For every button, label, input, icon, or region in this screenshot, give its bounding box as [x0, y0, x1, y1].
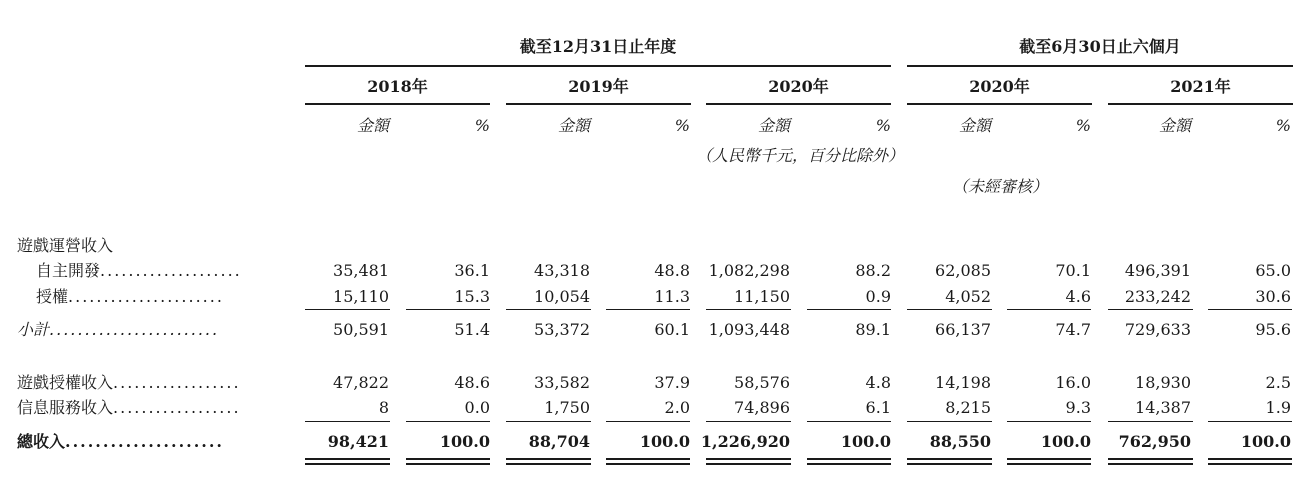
double-rule-total-top	[1007, 458, 1091, 460]
period-header-2021-half: 2021年	[1170, 77, 1231, 96]
rule-above-total	[807, 421, 891, 422]
period-rule-2019	[506, 103, 691, 105]
cell-self-developed-amount-2019: 43,318	[534, 261, 590, 280]
double-rule-total-bottom	[1007, 463, 1091, 465]
cell-info-service-revenue-pct-2020-year: 6.1	[865, 398, 891, 417]
col-pct-2019: %	[674, 116, 690, 135]
cell-game-licensing-revenue-pct-2020-half: 16.0	[1055, 373, 1091, 392]
col-pct-2021-half: %	[1275, 116, 1291, 135]
cell-total-revenue-pct-2020-year: 100.0	[840, 432, 891, 451]
group-header-six-months: 截至6月30日止六個月	[1019, 37, 1181, 56]
cell-total-revenue-amount-2019: 88,704	[528, 432, 590, 451]
rule-above-subtotal	[807, 309, 891, 310]
rule-above-subtotal	[506, 309, 591, 310]
cell-game-licensing-revenue-pct-2018: 48.6	[454, 373, 490, 392]
period-header-2020-year: 2020年	[768, 77, 829, 96]
row-label-total-revenue: 總收入.....................	[17, 432, 224, 451]
double-rule-total-top	[706, 458, 791, 460]
double-rule-total-bottom	[506, 463, 591, 465]
rule-above-subtotal	[1007, 309, 1091, 310]
cell-subtotal-pct-2018: 51.4	[454, 320, 490, 339]
cell-info-service-revenue-amount-2019: 1,750	[544, 398, 590, 417]
rule-above-subtotal	[406, 309, 490, 310]
cell-game-licensing-revenue-amount-2020-year: 58,576	[734, 373, 790, 392]
double-rule-total-top	[907, 458, 992, 460]
rule-above-subtotal	[907, 309, 992, 310]
cell-subtotal-pct-2019: 60.1	[654, 320, 690, 339]
cell-info-service-revenue-amount-2020-half: 8,215	[945, 398, 991, 417]
cell-total-revenue-pct-2020-half: 100.0	[1040, 432, 1091, 451]
row-label-game-licensing-revenue: 遊戲授權收入..................	[17, 373, 241, 392]
cell-self-developed-pct-2018: 36.1	[454, 261, 490, 280]
cell-subtotal-pct-2020-half: 74.7	[1055, 320, 1091, 339]
rule-above-total	[1208, 421, 1292, 422]
double-rule-total-top	[807, 458, 891, 460]
group-rule-half	[907, 65, 1293, 67]
period-rule-2020-half	[907, 103, 1092, 105]
cell-game-licensing-revenue-amount-2018: 47,822	[333, 373, 389, 392]
double-rule-total-top	[406, 458, 490, 460]
period-rule-2020-year	[706, 103, 891, 105]
double-rule-total-bottom	[706, 463, 791, 465]
rule-above-total	[907, 421, 992, 422]
cell-total-revenue-pct-2021-half: 100.0	[1240, 432, 1291, 451]
cell-licensed-amount-2019: 10,054	[534, 287, 590, 306]
rule-above-subtotal	[1108, 309, 1193, 310]
row-label-info-service-revenue: 信息服務收入..................	[17, 398, 241, 417]
cell-subtotal-amount-2020-year: 1,093,448	[708, 320, 790, 339]
period-rule-2018	[305, 103, 490, 105]
col-amount-2020-half: 金額	[958, 116, 991, 135]
cell-info-service-revenue-pct-2019: 2.0	[664, 398, 690, 417]
period-header-2018: 2018年	[367, 77, 428, 96]
cell-licensed-pct-2020-year: 0.9	[865, 287, 891, 306]
cell-licensed-pct-2019: 11.3	[654, 287, 690, 306]
rule-above-subtotal	[305, 309, 390, 310]
cell-total-revenue-amount-2018: 98,421	[327, 432, 389, 451]
cell-licensed-amount-2020-year: 11,150	[734, 287, 790, 306]
cell-subtotal-pct-2021-half: 95.6	[1255, 320, 1291, 339]
cell-licensed-pct-2018: 15.3	[454, 287, 490, 306]
cell-total-revenue-pct-2018: 100.0	[439, 432, 490, 451]
cell-game-licensing-revenue-pct-2020-year: 4.8	[865, 373, 891, 392]
double-rule-total-top	[305, 458, 390, 460]
cell-self-developed-pct-2021-half: 65.0	[1255, 261, 1291, 280]
cell-total-revenue-amount-2020-half: 88,550	[929, 432, 991, 451]
cell-total-revenue-amount-2020-year: 1,226,920	[700, 432, 790, 451]
double-rule-total-top	[506, 458, 591, 460]
rule-above-total	[606, 421, 690, 422]
cell-game-licensing-revenue-amount-2021-half: 18,930	[1135, 373, 1191, 392]
cell-subtotal-amount-2019: 53,372	[534, 320, 590, 339]
double-rule-total-bottom	[807, 463, 891, 465]
cell-licensed-amount-2018: 15,110	[333, 287, 389, 306]
double-rule-total-top	[1108, 458, 1193, 460]
cell-total-revenue-amount-2021-half: 762,950	[1118, 432, 1191, 451]
cell-licensed-pct-2021-half: 30.6	[1255, 287, 1291, 306]
double-rule-total-top	[606, 458, 690, 460]
cell-self-developed-amount-2018: 35,481	[333, 261, 389, 280]
group-header-year-ended: 截至12月31日止年度	[519, 37, 677, 56]
unaudited-note: （未經審核）	[951, 177, 1048, 196]
cell-self-developed-amount-2020-year: 1,082,298	[708, 261, 790, 280]
col-amount-2021-half: 金額	[1158, 116, 1191, 135]
cell-self-developed-pct-2019: 48.8	[654, 261, 690, 280]
double-rule-total-bottom	[606, 463, 690, 465]
rule-above-subtotal	[1208, 309, 1292, 310]
period-rule-2021-half	[1108, 103, 1293, 105]
col-pct-2018: %	[474, 116, 490, 135]
cell-self-developed-pct-2020-year: 88.2	[855, 261, 891, 280]
col-amount-2020-year: 金額	[757, 116, 790, 135]
cell-subtotal-amount-2018: 50,591	[333, 320, 389, 339]
cell-info-service-revenue-pct-2021-half: 1.9	[1265, 398, 1291, 417]
cell-game-licensing-revenue-amount-2019: 33,582	[534, 373, 590, 392]
cell-info-service-revenue-pct-2020-half: 9.3	[1065, 398, 1091, 417]
cell-self-developed-amount-2021-half: 496,391	[1124, 261, 1191, 280]
cell-info-service-revenue-pct-2018: 0.0	[464, 398, 490, 417]
rule-above-total	[1108, 421, 1193, 422]
rule-above-total	[1007, 421, 1091, 422]
group-rule-year	[305, 65, 891, 67]
cell-subtotal-pct-2020-year: 89.1	[855, 320, 891, 339]
unit-note: （人民幣千元，百分比除外）	[695, 146, 904, 165]
double-rule-total-bottom	[406, 463, 490, 465]
cell-game-licensing-revenue-pct-2021-half: 2.5	[1265, 373, 1291, 392]
cell-licensed-amount-2020-half: 4,052	[945, 287, 991, 306]
cell-self-developed-amount-2020-half: 62,085	[935, 261, 991, 280]
row-label-self-developed: 自主開發....................	[36, 261, 242, 280]
double-rule-total-top	[1208, 458, 1292, 460]
double-rule-total-bottom	[907, 463, 992, 465]
col-pct-2020-year: %	[875, 116, 891, 135]
double-rule-total-bottom	[1208, 463, 1292, 465]
period-header-2020-half: 2020年	[969, 77, 1030, 96]
double-rule-total-bottom	[1108, 463, 1193, 465]
cell-total-revenue-pct-2019: 100.0	[639, 432, 690, 451]
rule-above-total	[406, 421, 490, 422]
cell-licensed-pct-2020-half: 4.6	[1065, 287, 1091, 306]
rule-above-total	[506, 421, 591, 422]
col-pct-2020-half: %	[1075, 116, 1091, 135]
cell-info-service-revenue-amount-2021-half: 14,387	[1135, 398, 1191, 417]
cell-info-service-revenue-amount-2020-year: 74,896	[734, 398, 790, 417]
cell-licensed-amount-2021-half: 233,242	[1124, 287, 1191, 306]
cell-self-developed-pct-2020-half: 70.1	[1055, 261, 1091, 280]
rule-above-subtotal	[706, 309, 791, 310]
cell-subtotal-amount-2021-half: 729,633	[1124, 320, 1191, 339]
cell-game-licensing-revenue-amount-2020-half: 14,198	[935, 373, 991, 392]
section-title-game-operation: 遊戲運營收入	[17, 236, 114, 255]
col-amount-2019: 金額	[557, 116, 590, 135]
cell-subtotal-amount-2020-half: 66,137	[935, 320, 991, 339]
col-amount-2018: 金額	[356, 116, 389, 135]
double-rule-total-bottom	[305, 463, 390, 465]
rule-above-total	[305, 421, 390, 422]
cell-info-service-revenue-amount-2018: 8	[378, 398, 389, 417]
cell-game-licensing-revenue-pct-2019: 37.9	[654, 373, 690, 392]
rule-above-subtotal	[606, 309, 690, 310]
rule-above-total	[706, 421, 791, 422]
period-header-2019: 2019年	[568, 77, 629, 96]
row-label-licensed: 授權......................	[36, 287, 224, 306]
row-label-subtotal: 小計........................	[17, 320, 220, 339]
